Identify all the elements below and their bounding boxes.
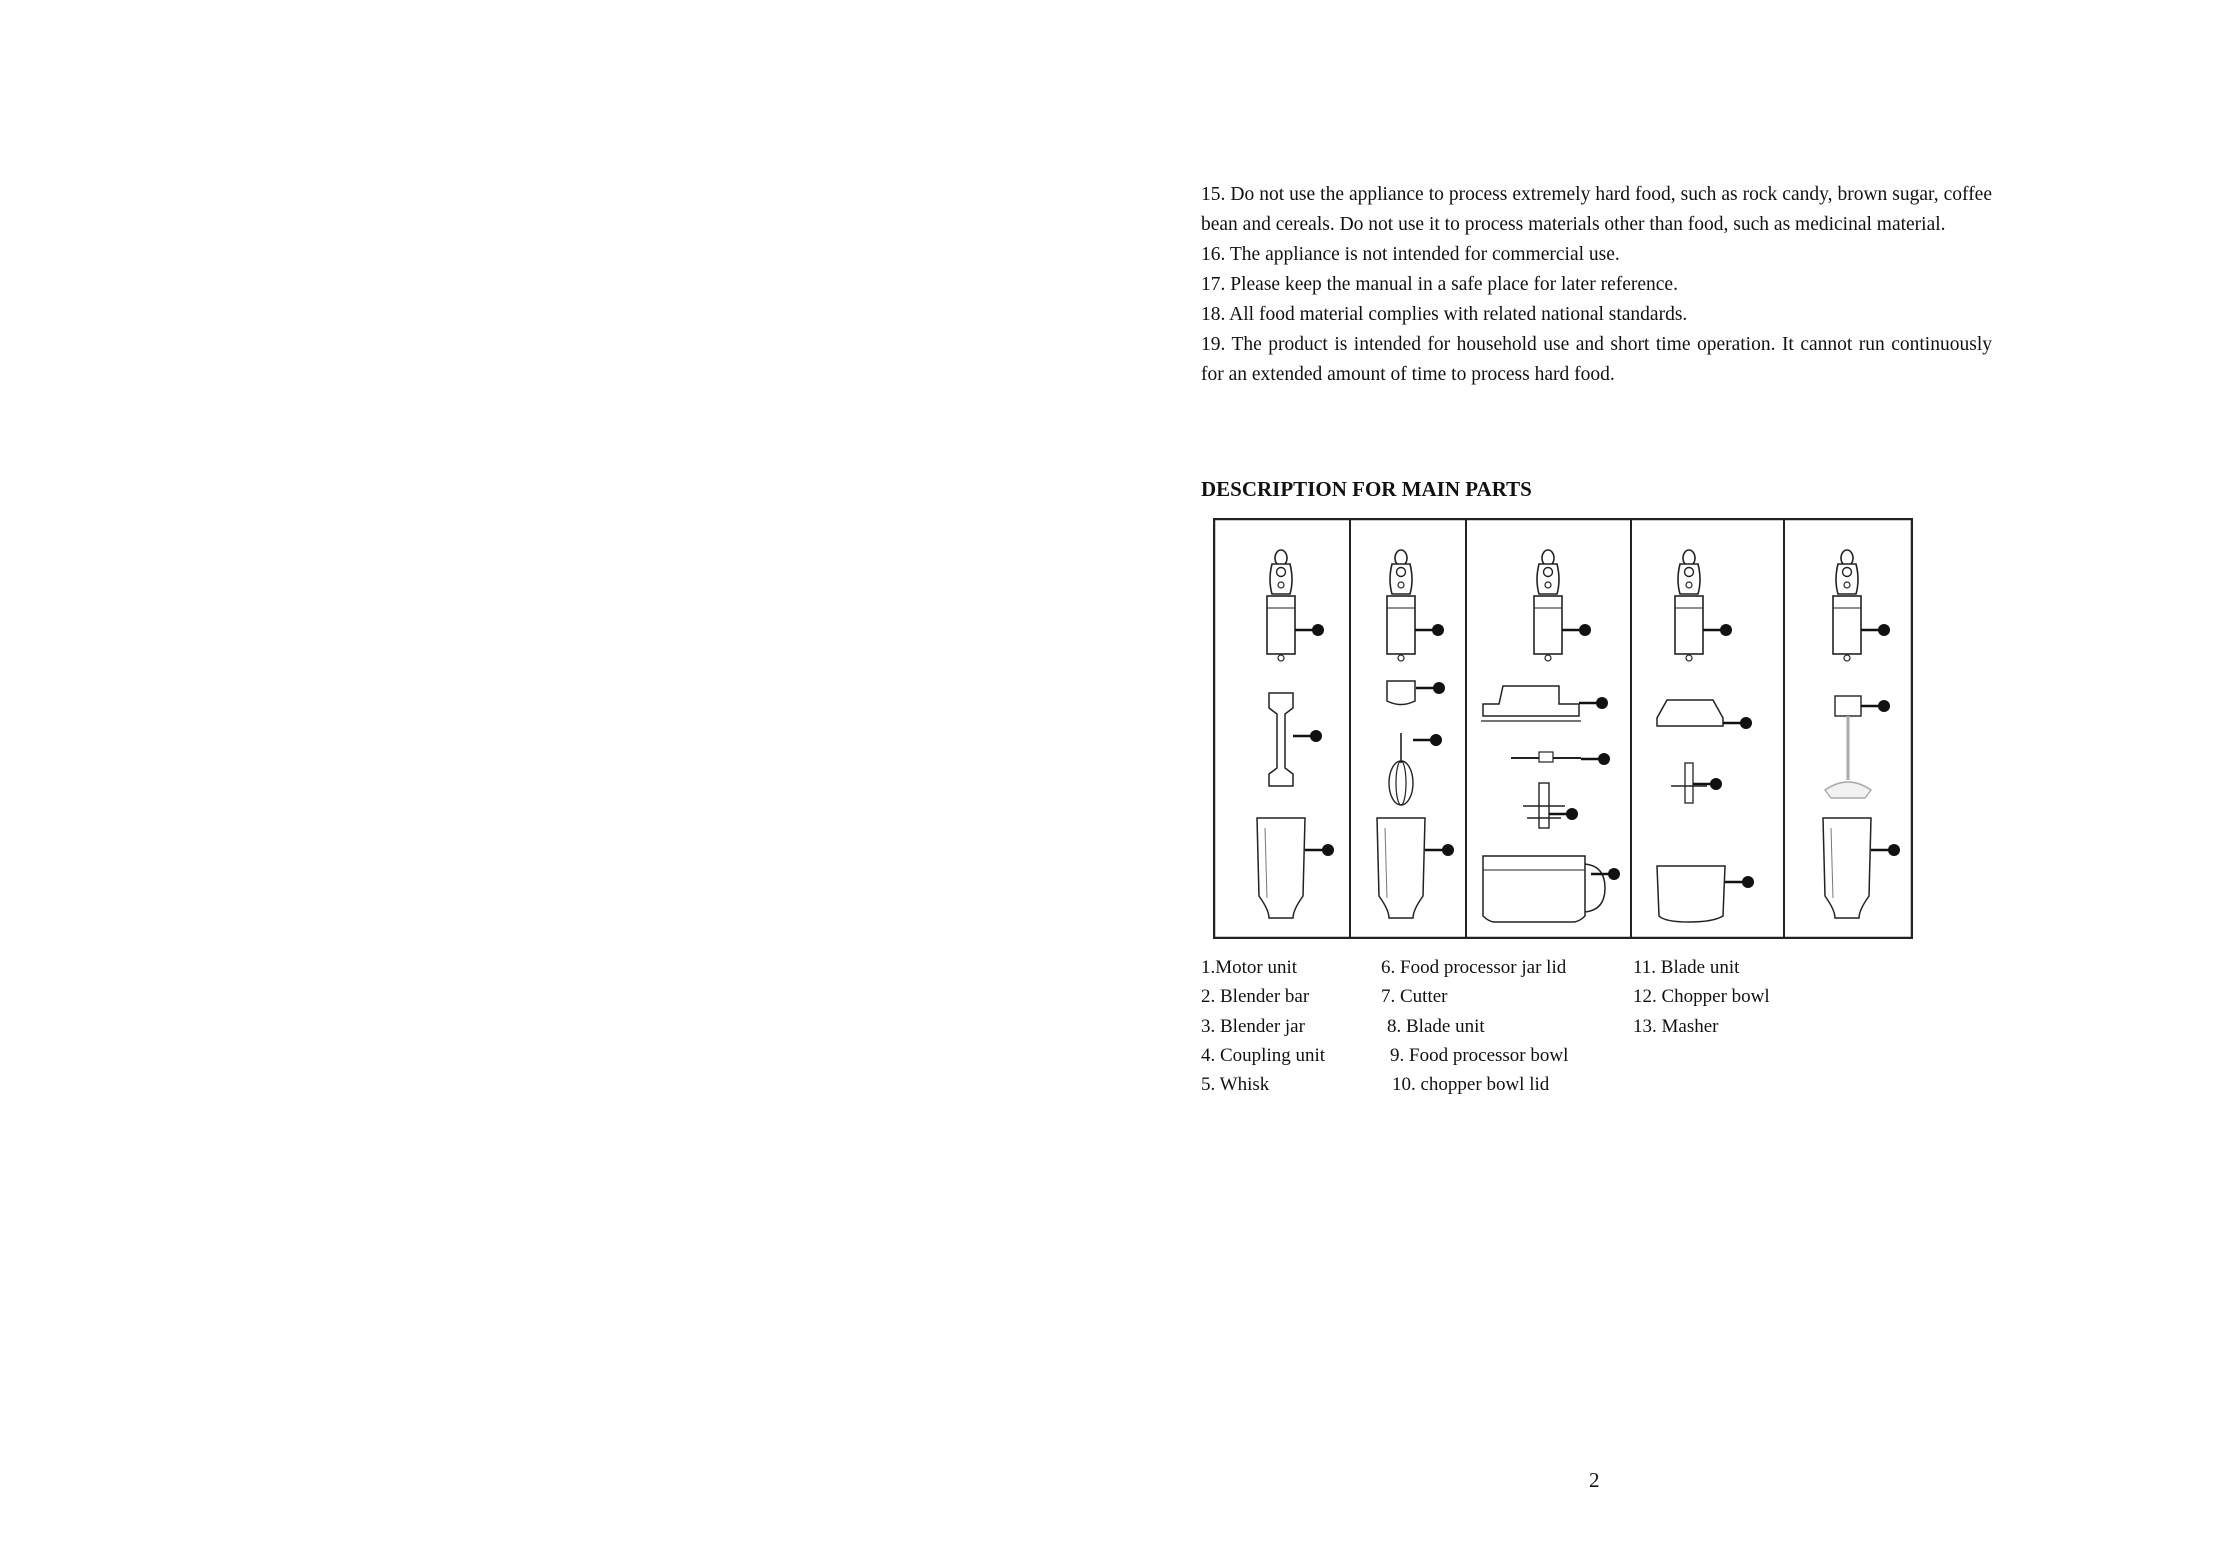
legend-item: 8. Blade unit [1387,1015,1485,1037]
legend-item: 7. Cutter [1381,986,1448,1008]
parts-legend-column-1 [1201,953,1325,1099]
legend-item: 10. chopper bowl lid [1392,1074,1550,1096]
legend-item: 9. Food processor bowl [1390,1044,1569,1066]
legend-item: 12. Chopper bowl [1633,986,1770,1008]
parts-legend-column-2 [1381,953,1568,1099]
legend-item: 6. Food processor jar lid [1381,957,1567,978]
main-parts-diagram [1213,518,1913,939]
legend-item: 2. Blender bar [1201,986,1310,1008]
legend-item: 3. Blender jar [1201,1015,1305,1037]
section-heading: DESCRIPTION FOR MAIN PARTS [1201,477,1532,501]
instruction-item: 15. Do not use the appliance to process extremely hard food, such as rock candy, brown sugar, coffee bean and cereals. Do not use it to process materials other than food, such as medicinal material. [1201,184,1992,235]
page-number: 2 [1589,1468,1600,1492]
safety-instructions [1201,180,1992,390]
instruction-item: 19. The product is intended for household use and short time operation. It cannot run continuously for an extended amount of time to process hard food. [1201,334,1992,385]
legend-item: 1.Motor unit [1201,957,1298,978]
parts-legend-column-3 [1633,953,1770,1041]
legend-item: 4. Coupling unit [1201,1044,1326,1066]
legend-item: 11. Blade unit [1633,957,1740,978]
instruction-item: 17. Please keep the manual in a safe place for later reference. [1201,274,1678,295]
instruction-item: 16. The appliance is not intended for commercial use. [1201,244,1620,265]
legend-item: 5. Whisk [1201,1074,1270,1096]
instruction-item: 18. All food material complies with related national standards. [1201,304,1688,325]
legend-item: 13. Masher [1633,1015,1719,1037]
